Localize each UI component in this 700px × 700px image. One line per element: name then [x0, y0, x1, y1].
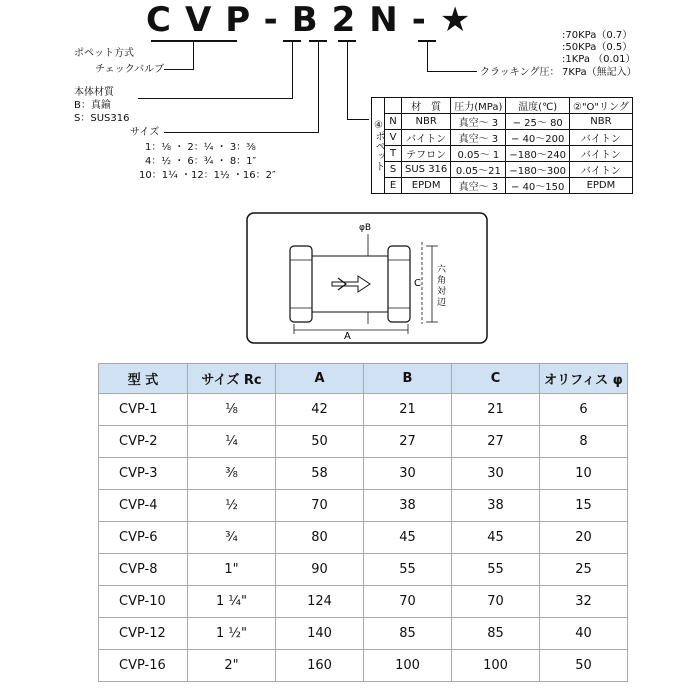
- material-name: EPDM: [402, 178, 451, 194]
- orifice-cell: 6: [540, 394, 628, 426]
- material-header: 材 質: [402, 98, 451, 114]
- c-cell: 45: [452, 522, 540, 554]
- model-cell: CVP-4: [99, 490, 188, 522]
- right-hex-nut: [388, 246, 410, 322]
- orifice-cell: 40: [540, 618, 628, 650]
- leader-body-h: [138, 98, 293, 99]
- model-cell: CVP-10: [99, 586, 188, 618]
- material-code: S: [385, 162, 402, 178]
- c-label: C: [414, 278, 421, 289]
- material-oring: バイトン: [569, 162, 632, 178]
- b-cell: 100: [364, 650, 452, 682]
- material-pressure: 真空〜 3: [451, 130, 506, 146]
- hex-label-2: 角: [437, 276, 447, 286]
- material-code: N: [385, 114, 402, 130]
- cracking-option-1: :70KPa（0.7）: [562, 30, 633, 41]
- a-cell: 80: [276, 522, 364, 554]
- table-row: [99, 394, 628, 426]
- table-row: [99, 650, 628, 682]
- leader-poppet-material-h: [347, 119, 369, 120]
- orifice-cell: 10: [540, 458, 628, 490]
- c-cell: 27: [452, 426, 540, 458]
- leader-size: [318, 41, 319, 133]
- material-oring: バイトン: [569, 130, 632, 146]
- temp-header: 温度(℃): [506, 98, 570, 114]
- a-label: A: [344, 331, 351, 342]
- dimension-header-row: [99, 364, 628, 394]
- table-row: [99, 426, 628, 458]
- header-model: 型 式: [99, 364, 188, 394]
- leader-poppet-h: [164, 69, 194, 70]
- a-cell: 124: [276, 586, 364, 618]
- size-label: サイズ: [130, 127, 160, 138]
- table-row: [99, 458, 628, 490]
- poppet-material-table: [371, 97, 633, 194]
- material-row: [372, 162, 633, 178]
- code-underline-cvp: [151, 40, 237, 42]
- cracking-option-3: :1KPa （0.01）: [562, 54, 636, 65]
- size-cell: ⅛: [188, 394, 276, 426]
- b-cell: 27: [364, 426, 452, 458]
- size-cell: ⅜: [188, 458, 276, 490]
- c-cell: 70: [452, 586, 540, 618]
- material-pressure: 真空〜 3: [451, 178, 506, 194]
- material-temp: −180〜240: [506, 146, 570, 162]
- model-cell: CVP-3: [99, 458, 188, 490]
- leader-poppet-material: [347, 41, 348, 119]
- body-material-b: B：真鍮: [74, 100, 111, 111]
- c-cell: 30: [452, 458, 540, 490]
- size-row-3: 10：1¼ ・12：1½ ・16：2″: [139, 170, 276, 181]
- b-cell: 38: [364, 490, 452, 522]
- material-temp: − 40〜200: [506, 130, 570, 146]
- table-row: [99, 554, 628, 586]
- size-row-1: 1：⅛ ・ 2：¼ ・ 3：⅜: [145, 142, 256, 153]
- material-row: [372, 146, 633, 162]
- cracking-option-4: 7KPa（無記入）: [562, 67, 637, 78]
- material-pressure: 0.05〜21: [451, 162, 506, 178]
- poppet-vertical-header: [372, 98, 385, 194]
- size-cell: 2": [188, 650, 276, 682]
- material-name: バイトン: [402, 130, 451, 146]
- a-cell: 70: [276, 490, 364, 522]
- c-cell: 21: [452, 394, 540, 426]
- material-row: [372, 130, 633, 146]
- body-material-label: 本体材質: [74, 87, 114, 98]
- c-cell: 100: [452, 650, 540, 682]
- a-cell: 50: [276, 426, 364, 458]
- hex-label-3: 対: [437, 287, 447, 297]
- orifice-cell: 8: [540, 426, 628, 458]
- a-cell: 90: [276, 554, 364, 586]
- size-cell: ½: [188, 490, 276, 522]
- pressure-header: 圧力(MPa): [451, 98, 506, 114]
- orifice-cell: 25: [540, 554, 628, 586]
- b-cell: 70: [364, 586, 452, 618]
- oring-header: ②"O"リング: [569, 98, 632, 114]
- a-cell: 160: [276, 650, 364, 682]
- leader-body: [292, 41, 293, 99]
- material-name: SUS 316: [402, 162, 451, 178]
- material-name: NBR: [402, 114, 451, 130]
- hex-label-1: 六: [437, 265, 447, 275]
- model-cell: CVP-12: [99, 618, 188, 650]
- poppet-label: ポペット方式: [74, 48, 134, 59]
- c-cell: 85: [452, 618, 540, 650]
- material-oring: EPDM: [569, 178, 632, 194]
- orifice-cell: 32: [540, 586, 628, 618]
- cracking-option-2: :50KPa（0.5）: [562, 42, 633, 53]
- code-header-blank: [385, 98, 402, 114]
- check-valve-label: チェックバルブ: [95, 64, 165, 75]
- material-code: V: [385, 130, 402, 146]
- table-row: [99, 618, 628, 650]
- size-row-2: 4：½ ・ 6：¾ ・ 8：1″: [145, 156, 257, 167]
- header-b: B: [364, 364, 452, 394]
- header-orifice: オリフィス φ: [540, 364, 628, 394]
- leader-cracking: [427, 41, 428, 71]
- b-cell: 30: [364, 458, 452, 490]
- model-cell: CVP-1: [99, 394, 188, 426]
- cracking-label: クラッキング圧：: [480, 67, 560, 78]
- size-cell: 1": [188, 554, 276, 586]
- a-cell: 58: [276, 458, 364, 490]
- table-row: [99, 522, 628, 554]
- material-row: [372, 178, 633, 194]
- model-cell: CVP-2: [99, 426, 188, 458]
- model-cell: CVP-8: [99, 554, 188, 586]
- material-pressure: 0.05〜 1: [451, 146, 506, 162]
- leader-poppet: [193, 41, 194, 69]
- orifice-cell: 15: [540, 490, 628, 522]
- material-temp: − 25〜 80: [506, 114, 570, 130]
- orifice-cell: 20: [540, 522, 628, 554]
- material-pressure: 真空〜 3: [451, 114, 506, 130]
- material-temp: − 40〜150: [506, 178, 570, 194]
- table-row: [99, 586, 628, 618]
- vertical-header-text: ④ポペット: [373, 120, 384, 171]
- a-cell: 42: [276, 394, 364, 426]
- left-hex-nut: [290, 246, 312, 322]
- material-code: E: [385, 178, 402, 194]
- dimension-table: [98, 363, 628, 682]
- a-cell: 140: [276, 618, 364, 650]
- b-cell: 85: [364, 618, 452, 650]
- c-cell: 55: [452, 554, 540, 586]
- size-cell: ¼: [188, 426, 276, 458]
- material-code: T: [385, 146, 402, 162]
- c-cell: 38: [452, 490, 540, 522]
- orifice-cell: 50: [540, 650, 628, 682]
- b-cell: 55: [364, 554, 452, 586]
- b-cell: 45: [364, 522, 452, 554]
- header-c: C: [452, 364, 540, 394]
- valve-drawing: [246, 212, 488, 344]
- size-cell: ¾: [188, 522, 276, 554]
- dimension-table-body: [99, 394, 628, 682]
- size-cell: 1 ¼": [188, 586, 276, 618]
- header-a: A: [276, 364, 364, 394]
- model-cell: CVP-6: [99, 522, 188, 554]
- phi-b-label: φB: [359, 223, 372, 233]
- table-row: [99, 490, 628, 522]
- material-row: [372, 114, 633, 130]
- b-cell: 21: [364, 394, 452, 426]
- material-temp: −180〜300: [506, 162, 570, 178]
- leader-size-h: [164, 132, 319, 133]
- body-material-s: S：SUS316: [74, 113, 130, 124]
- material-name: テフロン: [402, 146, 451, 162]
- model-code-title: CVP-B2N-★: [146, 0, 485, 40]
- material-oring: NBR: [569, 114, 632, 130]
- model-cell: CVP-16: [99, 650, 188, 682]
- header-size: サイズ Rc: [188, 364, 276, 394]
- hex-label-4: 辺: [437, 298, 447, 308]
- material-oring: バイトン: [569, 146, 632, 162]
- leader-cracking-h: [427, 71, 477, 72]
- size-cell: 1 ½": [188, 618, 276, 650]
